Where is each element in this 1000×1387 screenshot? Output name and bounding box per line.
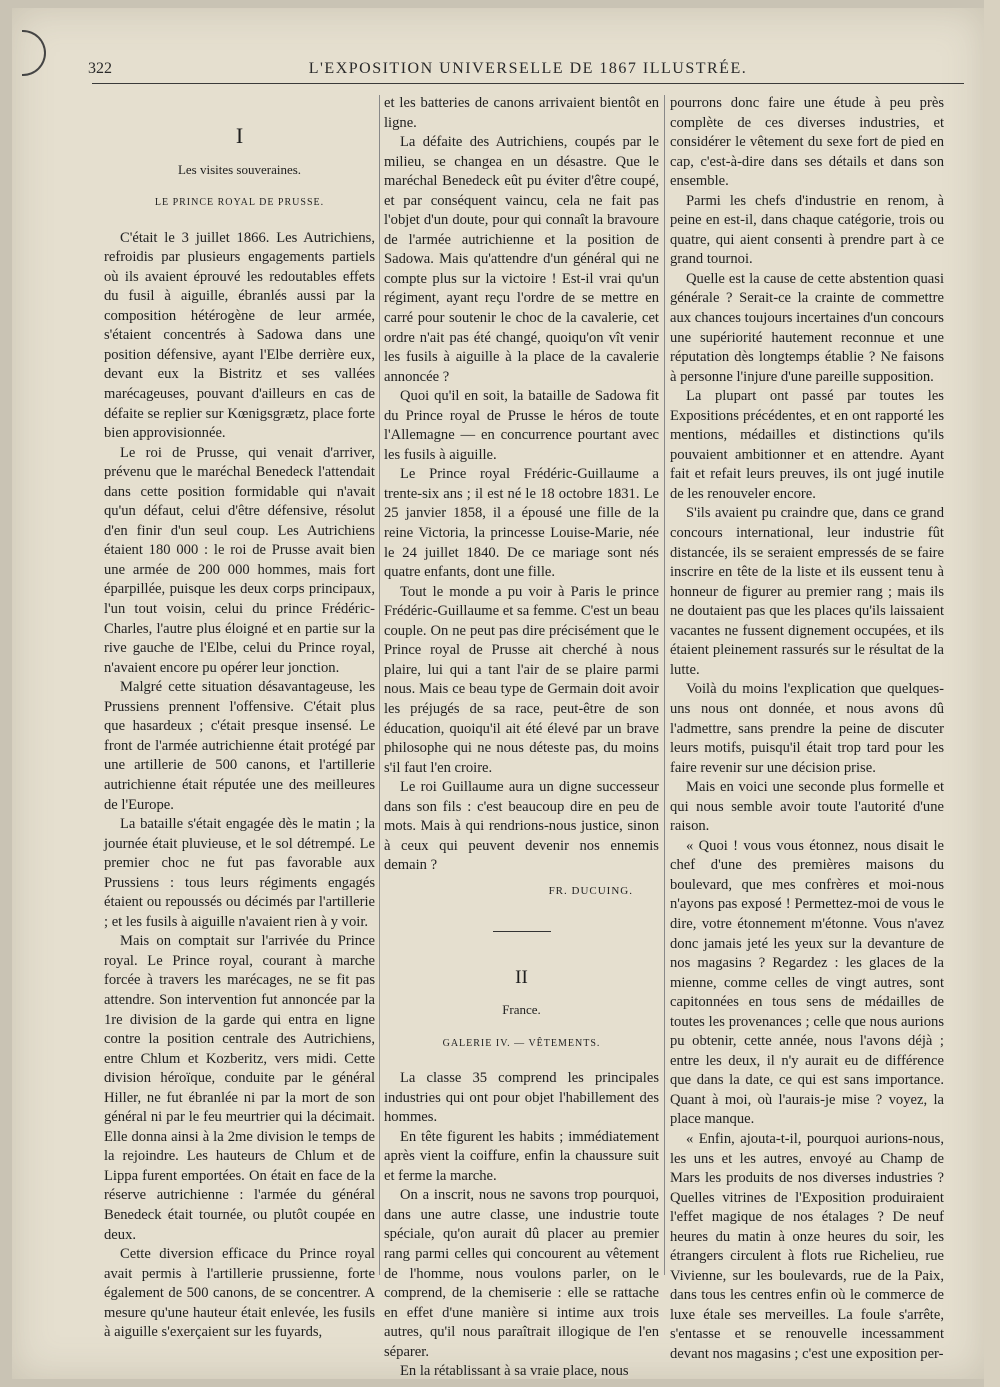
paragraph: Malgré cette situation désavantageuse, les Prussiens prennent l'offensive. C'était plus que hasardeux ; c'était presque insensé. Le front de l'armée autrichienne était protégé par une artillerie de 500 canons, et l'artillerie autrichienne était réputée une des meilleures de l'Europe.	[104, 679, 375, 813]
paragraph: La bataille s'était engagée dès le matin ; la journée était pluvieuse, et le sol détrempé. Le premier choc ne fut pas favorable aux Prussiens : tous leurs régiments engagés étaient ou repoussés ou décimés par l'artillerie ; et les fusils à aiguille n'avaient rien à y voir.	[104, 816, 375, 930]
adjacent-page-edge	[984, 0, 1000, 1387]
paragraph: C'était le 3 juillet 1866. Les Autrichiens, refroidis par plusieurs engagements partiels où ils avaient éprouvé les redoutables effets du fusil à aiguille, ébranlés aussi par la composition hétérogène de leur armée, s'étaient concentrés à Sadowa dans une position défensive, ayant l'Elbe derrière eux, devant eux la Bistritz et ses vallées marécageuses, pouvant d'ailleurs en cas de défaite se replier sur Kœnigsgrætz, place forte bien approvisionnée.	[104, 229, 375, 442]
paragraph: Voilà du moins l'explication que quelques-uns nous ont donnée, et nous avons dû l'admettre, sans prendre la peine de discuter leurs motifs, puisqu'il était trop tard pour les faire revenir sur une décision prise.	[670, 681, 944, 776]
section-title: France.	[502, 1001, 541, 1017]
paragraph: Mais on comptait sur l'arrivée du Prince royal. Le Prince royal, courant à marche forcée à travers les marécages, ne se fit pas attendre. Son intervention fut annoncée par la 1re division de la garde qui entra en ligne contre la position centrale des Autrichiens, entre Chlum et Kozberitz, vers midi. Cette division héroïque, conduite par le général Hiller, ne fut ébranlée ni par la mort de son général ni par le feu meurtrier qui la décimait. Elle donna ainsi à la 2me division le temps de la rejoindre. Les hauteurs de Chlum et de Lippa furent emportées. On était en face de la réserve autrichienne : l'armée du général Benedeck était tournée, ou plutôt coupée en deux.	[104, 933, 375, 1243]
binding-curl	[22, 30, 46, 76]
paragraph-continuation: pourrons donc faire une étude à peu près complète de ces diverses industries, et considérer le vêtement du sexe fort de pied en cap, c'est-à-dire dans ses détails et dans son ensemble.	[670, 95, 944, 190]
paragraph: Tout le monde a pu voir à Paris le prince Frédéric-Guillaume et sa femme. C'est un beau couple. On ne peut pas dire précisément que le Prince royal de Prusse ait cherché à nous plaire, lui qui a tant l'air de se plaire parmi nous. Mais ce beau type de Germain doit avoir les préjugés de sa race, peut-être de son éducation, quoiqu'il ait été élevé par un brave philosophe qui ne nous déteste pas, du moins s'il faut l'en croire.	[384, 583, 659, 776]
paragraph: Le roi de Prusse, qui venait d'arriver, prévenu que le maréchal Benedeck l'attendait dans cette position formidable qui n'avait qu'un défaut, celui d'être défensive, résolut d'en finir d'un seul coup. Les Autrichiens étaient 180 000 : le roi de Prusse avait bien une armée de 200 000 hommes, mais fort éparpillée, puisque les deux corps principaux, l'un tout voisin, celui du prince Frédéric-Charles, l'autre plus éloigné et en partie sur la rive gauche de l'Elbe, celui du Prince royal, n'avaient encore pu opérer leur jonction.	[104, 444, 375, 676]
header-rule	[92, 83, 964, 84]
column-2	[384, 94, 659, 1382]
page-number: 322	[88, 60, 112, 77]
paragraph: On a inscrit, nous ne savons trop pourquoi, dans une autre classe, une industrie toute spéciale, qu'on aurait dû placer au premier rang parmi celles qui concourent au vêtement de l'homme, nous voulons parler, on le comprend, de la chemiserie : elle se rattache en effet d'une manière si intime aux trois autres, qu'il nous paraîtrait illogique de l'en séparer.	[384, 1187, 659, 1360]
paragraph: Cette diversion efficace du Prince royal avait permis à l'artillerie prussienne, forte également de 500 canons, de se concentrer. A mesure qu'une hauteur était enlevée, les fusils à aiguille s'exerçaient sur les fuyards,	[104, 1246, 375, 1341]
section-title: Les visites souveraines.	[177, 161, 302, 177]
paragraph: Le Prince royal Frédéric-Guillaume a trente-six ans ; il est né le 18 octobre 1831. Le 25 janvier 1858, il a épousé une fille de la reine Victoria, la princesse Louise-Marie, née le 24 juillet 1840. De ce mariage sont nés quatre enfants, dont une fille.	[384, 466, 659, 581]
section-divider	[493, 931, 551, 932]
paragraph: Quelle est la cause de cette abstention quasi générale ? Serait-ce la crainte de commettre aux chances toujours incertaines d'un concours une supériorité hautement reconnue et une réputation dès longtemps établie ? Ne faisons à personne l'injure d'une pareille supposition.	[670, 270, 944, 385]
running-title: L'EXPOSITION UNIVERSELLE DE 1867 ILLUSTRÉE.	[308, 60, 748, 77]
paragraph: Mais en voici une seconde plus formelle et qui nous semble avoir toute l'autorité d'une raison.	[670, 779, 944, 835]
column-1	[104, 94, 375, 1343]
column-separator	[664, 95, 665, 1275]
column-3	[670, 94, 944, 1365]
running-header	[88, 54, 968, 80]
paragraph: La plupart ont passé par toutes les Expositions précédentes, et en ont rapporté les mentions, médailles et distinctions qu'ils pouvaient ambitionner et en attendre. Ayant fait et refait leurs preuves, ils ont jugé inutile de les renouveler encore.	[670, 388, 944, 502]
section-number: I	[235, 123, 244, 148]
paragraph: La défaite des Autrichiens, coupés par le milieu, se changea en un désastre. Que le maréchal Benedeck eût pu éviter d'être coupé, et par conséquent vaincu, cela ne fait pas l'objet d'un doute, pour qui connaît la bravoure de l'armée autrichienne et la position de Sadowa. Mais qu'attendre d'un général qui ne compte plus sur la victoire ! Est-il vrai qu'un régiment, ayant reçu l'ordre de se mettre en carré pour soutenir le choc de la cavalerie, cet ordre n'ait pas été changé, quoiqu'on vît venir les fusils à aiguille à la place de la cavalerie annoncée ?	[384, 134, 659, 385]
paragraph: « Enfin, ajouta-t-il, pourquoi aurions-nous, les uns et les autres, envoyé au Champ de Mars les produits de nos diverses industries ? Quelles vitrines de l'Exposition produiraient l'effet magique de nos étalages ? De neuf heures du matin à onze heures du soir, les étrangers circulent à flots rue Richelieu, rue Vivienne, sur les boulevards, rue de la Paix, dans tous les centres enfin où le commerce de luxe étale ses merveilles. La foule s'arrête, s'entasse et se renouvelle incessamment devant nos magasins ; c'est une exposition per-	[670, 1130, 944, 1362]
section-subtitle: LE PRINCE ROYAL DE PRUSSE.	[154, 197, 325, 209]
section-number: II	[515, 967, 528, 989]
paragraph: Quoi qu'il en soit, la bataille de Sadowa fit du Prince royal de Prusse le héros de toute l'Allemagne — en concurrence pourtant avec les fusils à aiguille.	[384, 388, 659, 463]
paragraph: « Quoi ! vous vous étonnez, nous disait le chef d'une des premières maisons du boulevard, que mes confrères et moi-nous n'ayons pas exposé ! Permettez-moi de vous le dire, votre étonnement m'étonne. Vous n'avez donc jamais jeté les yeux sur la devanture de nos magasins ? Regardez : les glaces de la mienne, comme celles de vingt autres, sont capitonnées en tous sens de médailles de toutes les provenances ; celle que nous aurions pu obtenir, cette année, nous l'avons déjà ; entre les deux, il n'y aurait eu de différence que dans la date, ce qui est sans importance. Quant à moi, où l'aurais-je mise ? voyez, la place manque.	[670, 837, 944, 1128]
paragraph: La classe 35 comprend les principales industries qui ont pour objet l'habillement des hommes.	[384, 1070, 659, 1126]
author-signature: FR. DUCUING.	[548, 884, 633, 897]
paragraph: Le roi Guillaume aura un digne successeur dans son fils : c'est beaucoup dire en peu de mots. Mais à qui rendrions-nous justice, sinon à ceux qui peuvent devenir nos ennemis demain ?	[384, 779, 659, 874]
section-subtitle: GALERIE IV. — VÊTEMENTS.	[442, 1037, 601, 1049]
paragraph: En tête figurent les habits ; immédiatement après vient la coiffure, enfin la chaussure suit et ferme la marche.	[384, 1128, 659, 1184]
column-separator	[379, 95, 380, 1275]
paragraph: S'ils avaient pu craindre que, dans ce grand concours international, leur industrie fût distancée, ils se seraient empressés de se faire inscrire en tête de la liste et ils eussent tenu à honneur de figurer au premier rang ; mais ils ne doutaient pas que les places qu'ils laissaient vacantes ne fussent dignement occupées, et ils étaient pleinement rassurés sur le résultat de la lutte.	[670, 505, 944, 678]
paragraph: Parmi les chefs d'industrie en renom, à peine en est-il, dans chaque catégorie, trois ou quatre, qui aient consenti à prendre part à ce grand tournoi.	[670, 192, 944, 268]
paragraph-continuation: et les batteries de canons arrivaient bientôt en ligne.	[384, 95, 659, 131]
paragraph: En la rétablissant à sa vraie place, nous	[400, 1363, 629, 1380]
